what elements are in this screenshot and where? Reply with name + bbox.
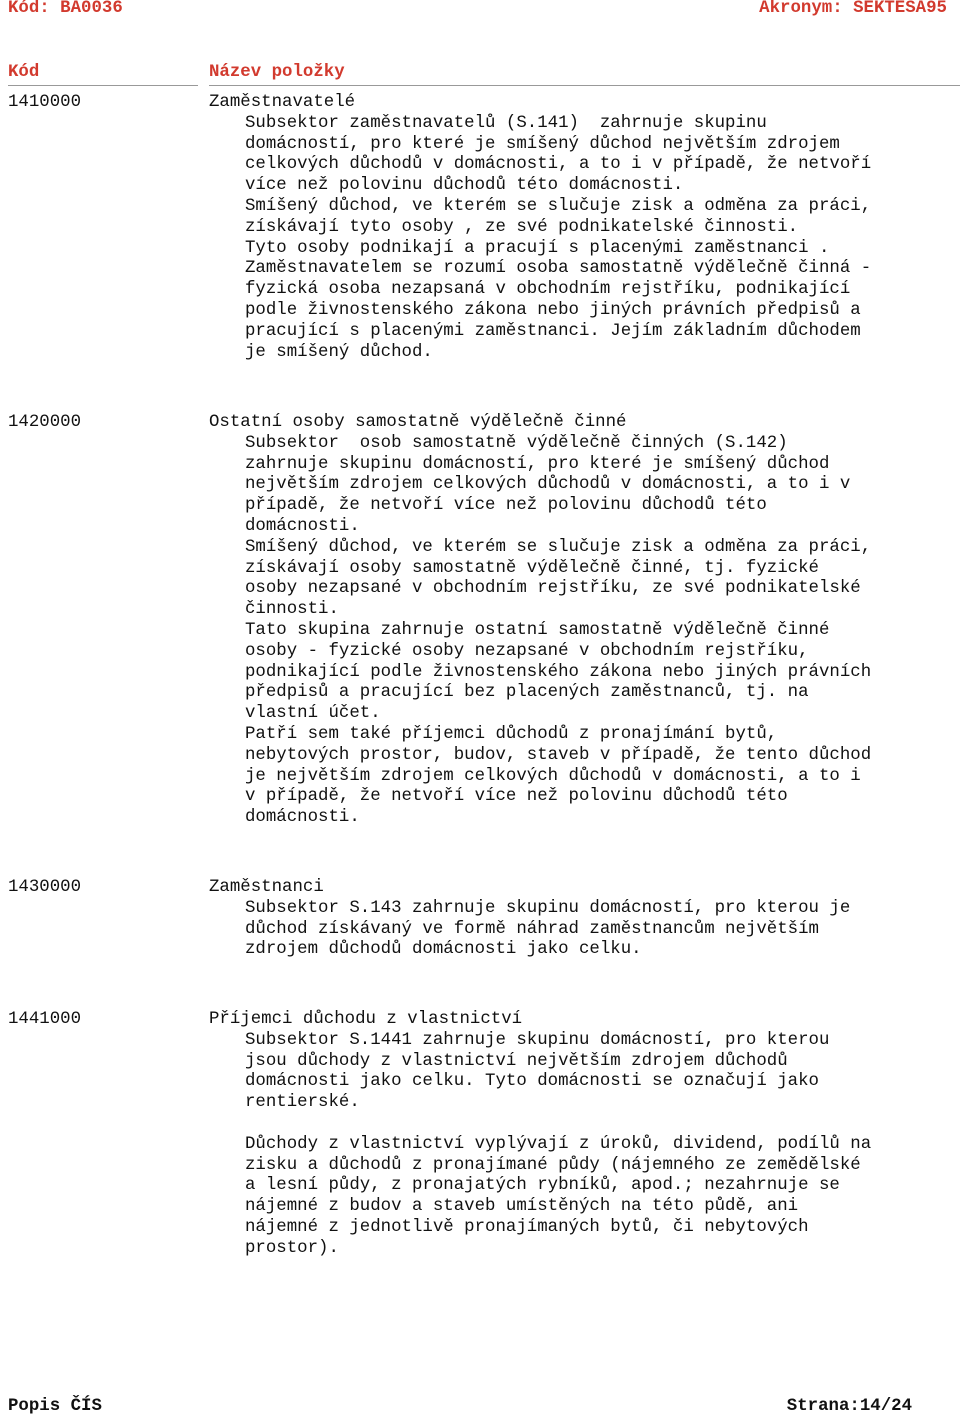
description-line: Subsektor zaměstnavatelů (S.141) zahrnuje skupinu [245, 113, 767, 133]
description-line: zahrnuje skupinu domácností, pro které je smíšený důchod [245, 454, 830, 474]
description-line: případě, že netvoří více než polovinu důchodů této [245, 496, 767, 516]
description-line: Subsektor S.143 zahrnuje skupinu domácností, pro kterou je [245, 898, 851, 918]
description-line: činnosti. [245, 600, 339, 620]
page-header [8, 0, 947, 21]
column-header-name: Název položky [209, 63, 345, 82]
description-line: osoby nezapsané v obchodním rejstříku, ze své podnikatelské [245, 579, 861, 599]
description-line: rentierské. [245, 1093, 360, 1113]
description-line: předpisů a pracující bez placených zaměstnanců, tj. na [245, 683, 809, 703]
description-line: pracující s placenými zaměstnanci. Jejím základním důchodem [245, 321, 861, 341]
description-line: je smíšený důchod. [245, 342, 433, 362]
column-headers [8, 63, 958, 85]
page-number: Strana:14/24 [786, 1397, 912, 1416]
description-line: podnikající podle živnostenského zákona nebo jiných právních [245, 662, 872, 682]
description-line: Subsektor S.1441 zahrnuje skupinu domácností, pro kterou [245, 1030, 830, 1050]
description-line: v případě, že netvoří více než polovinu důchodů této [245, 787, 788, 807]
footer-title: Popis ČÍS [8, 1397, 102, 1416]
item-name: Zaměstnanci [209, 878, 324, 897]
description-line: je největším zdrojem celkových důchodů v domácnosti, a to i [245, 766, 861, 786]
description-line: jsou důchody z vlastnictví největším zdrojem důchodů [245, 1051, 788, 1071]
item-code: 1410000 [8, 93, 82, 112]
description-line: nájemné z budov a staveb umístěných na této půdě, ani [245, 1197, 799, 1217]
description-line: domácnosti jako celku. Tyto domácnosti se označují jako [245, 1072, 819, 1092]
column-rule-name [209, 85, 960, 86]
column-header-code: Kód [8, 63, 40, 82]
description-line: fyzická osoba nezapsaná v obchodním rejstříku, podnikající [245, 280, 851, 300]
description-line: Tato skupina zahrnuje ostatní samostatně výdělečně činné [245, 620, 830, 640]
description-line: nebytových prostor, budov, staveb v případě, že tento důchod [245, 745, 872, 765]
description-line: vlastní účet. [245, 704, 381, 724]
item-name: Ostatní osoby samostatně výdělečně činné [209, 413, 627, 432]
description-line: Důchody z vlastnictví vyplývají z úroků, dividend, podílů na [245, 1134, 872, 1154]
description-line: Smíšený důchod, ve kterém se slučuje zisk a odměna za práci, [245, 196, 872, 216]
document-code: Kód: BA0036 [8, 0, 123, 18]
description-line: zdrojem důchodů domácnosti jako celku. [245, 940, 642, 960]
document-acronym: Akronym: SEKTESA95 [759, 0, 947, 18]
description-line: prostor). [245, 1238, 339, 1258]
description-line: Smíšený důchod, ve kterém se slučuje zisk a odměna za práci, [245, 537, 872, 557]
column-rule-code [8, 85, 198, 86]
item-code: 1420000 [8, 413, 82, 432]
item-name: Zaměstnavatelé [209, 93, 356, 112]
description-line: osoby - fyzické osoby nezapsané v obchodním rejstříku, [245, 641, 809, 661]
item-name: Příjemci důchodu z vlastnictví [209, 1010, 523, 1029]
description-line: získávají tyto osoby , ze své podnikatelské činnosti. [245, 217, 799, 237]
item-description [245, 899, 960, 961]
description-line: domácností, pro které je smíšený důchod největším zdrojem [245, 134, 840, 154]
description-line: zisku a důchodů z pronajímané půdy (nájemného ze zemědělské [245, 1155, 861, 1175]
description-line: největším zdrojem celkových důchodů v domácnosti, a to i v [245, 475, 851, 495]
item-description [245, 1031, 960, 1260]
description-line [245, 1114, 960, 1135]
description-line: důchod získávaný ve formě náhrad zaměstnancům největším [245, 919, 819, 939]
page-footer [8, 1397, 912, 1419]
item-description [245, 114, 960, 364]
description-line: domácnosti. [245, 808, 360, 828]
item-code: 1430000 [8, 878, 82, 897]
description-line: Tyto osoby podnikají a pracují s placenými zaměstnanci . [245, 238, 830, 258]
description-line: domácnosti. [245, 516, 360, 536]
description-line: Patří sem také příjemci důchodů z pronajímání bytů, [245, 724, 778, 744]
item-description [245, 434, 960, 829]
description-line: nájemné z jednotlivě pronajímaných bytů, či nebytových [245, 1217, 809, 1237]
item-code: 1441000 [8, 1010, 82, 1029]
description-line: Subsektor osob samostatně výdělečně činných (S.142) [245, 433, 788, 453]
description-line: více než polovinu důchodů této domácnosti. [245, 176, 684, 196]
description-line: získávají osoby samostatně výdělečně činné, tj. fyzické [245, 558, 819, 578]
description-line: Zaměstnavatelem se rozumí osoba samostatně výdělečně činná - [245, 259, 872, 279]
description-line: a lesní půdy, z pronajatých rybníků, apod.; nezahrnuje se [245, 1176, 840, 1196]
description-line: podle živnostenského zákona nebo jiných právních předpisů a [245, 300, 861, 320]
description-line: celkových důchodů v domácnosti, a to i v případě, že netvoří [245, 155, 872, 175]
